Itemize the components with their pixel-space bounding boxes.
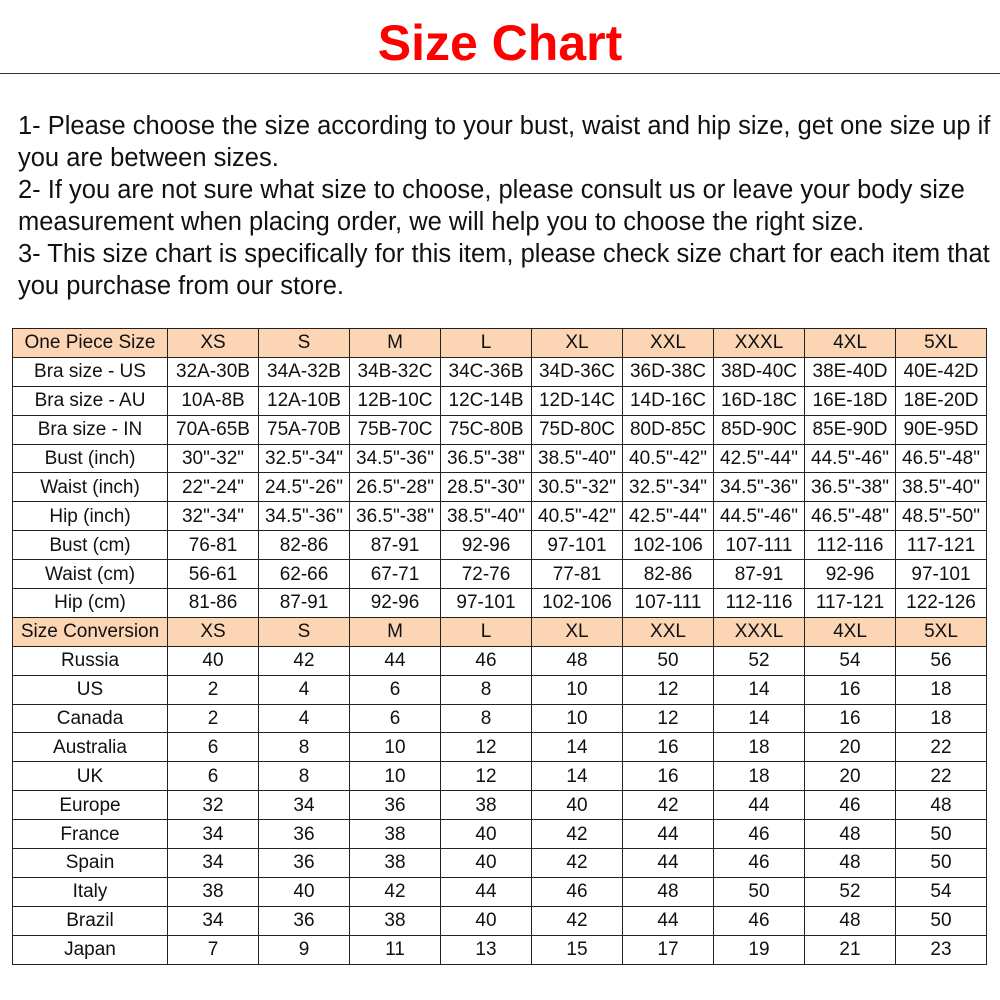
table-cell: 18 — [714, 762, 805, 791]
page-title: Size Chart — [377, 15, 623, 71]
table-cell: 36 — [350, 791, 441, 820]
table-row — [13, 560, 987, 589]
table-cell: 54 — [805, 646, 896, 675]
instruction-1: 1- Please choose the size according to your bust, waist and hip size, get one size up if you are between sizes. — [18, 112, 991, 172]
table-cell: 42.5"-44" — [714, 444, 805, 473]
table-cell: 46 — [714, 849, 805, 878]
table-cell: 50 — [623, 646, 714, 675]
table-cell: 42 — [623, 791, 714, 820]
table-cell: 75C-80B — [441, 415, 532, 444]
table-cell: 50 — [896, 849, 987, 878]
table-row — [13, 675, 987, 704]
row-label-cell: Waist (inch) — [13, 473, 168, 502]
table-cell: 40 — [259, 877, 350, 906]
table-cell: 34.5"-36" — [714, 473, 805, 502]
table-cell: 38 — [350, 820, 441, 849]
table-cell: 34 — [168, 820, 259, 849]
table-cell: 36.5"-38" — [350, 502, 441, 531]
table-cell: 107-111 — [714, 531, 805, 560]
table-cell: 87-91 — [714, 560, 805, 589]
table-cell: 42 — [259, 646, 350, 675]
table-cell: 40 — [532, 791, 623, 820]
table-header-row — [13, 329, 987, 358]
table-cell: 46.5"-48" — [896, 444, 987, 473]
table-cell: 34A-32B — [259, 357, 350, 386]
table-cell: 52 — [714, 646, 805, 675]
table-cell: 16 — [805, 704, 896, 733]
table-cell: 9 — [259, 935, 350, 964]
table-row — [13, 531, 987, 560]
table-cell: 44.5"-46" — [714, 502, 805, 531]
table-row — [13, 820, 987, 849]
table-cell: 13 — [441, 935, 532, 964]
table-cell: 10 — [532, 675, 623, 704]
table-cell: 112-116 — [805, 531, 896, 560]
table-cell: 46 — [532, 877, 623, 906]
table-cell: 122-126 — [896, 589, 987, 618]
table-cell: 82-86 — [259, 531, 350, 560]
table-cell: 2 — [168, 675, 259, 704]
table-cell: 97-101 — [896, 560, 987, 589]
table-cell: 32 — [168, 791, 259, 820]
table-row — [13, 704, 987, 733]
table-cell: 40.5"-42" — [532, 502, 623, 531]
table-cell: 8 — [441, 675, 532, 704]
table-cell: 30.5"-32" — [532, 473, 623, 502]
table-cell: 6 — [350, 675, 441, 704]
table-cell: 46 — [441, 646, 532, 675]
size-chart-body — [13, 329, 987, 965]
size-header-cell: XXXL — [714, 617, 805, 646]
table-cell: 87-91 — [350, 531, 441, 560]
table-cell: 21 — [805, 935, 896, 964]
table-cell: 92-96 — [805, 560, 896, 589]
table-row — [13, 502, 987, 531]
table-cell: 34.5"-36" — [259, 502, 350, 531]
row-label-cell: Hip (inch) — [13, 502, 168, 531]
table-cell: 44 — [623, 849, 714, 878]
table-cell: 10 — [350, 762, 441, 791]
size-header-cell: XXXL — [714, 329, 805, 358]
table-cell: 38.5"-40" — [532, 444, 623, 473]
table-cell: 40 — [441, 849, 532, 878]
size-header-cell: S — [259, 617, 350, 646]
row-label-cell: Russia — [13, 646, 168, 675]
table-cell: 34 — [259, 791, 350, 820]
row-label-cell: Hip (cm) — [13, 589, 168, 618]
table-cell: 38E-40D — [805, 357, 896, 386]
table-cell: 16 — [623, 733, 714, 762]
row-label-cell: Japan — [13, 935, 168, 964]
table-cell: 16 — [623, 762, 714, 791]
size-chart-table — [12, 328, 987, 965]
title-divider — [0, 73, 1000, 74]
table-cell: 24.5"-26" — [259, 473, 350, 502]
table-cell: 75D-80C — [532, 415, 623, 444]
table-cell: 22"-24" — [168, 473, 259, 502]
table-cell: 6 — [350, 704, 441, 733]
row-label-cell: Italy — [13, 877, 168, 906]
table-row — [13, 646, 987, 675]
table-row — [13, 877, 987, 906]
table-cell: 18 — [896, 704, 987, 733]
table-cell: 38 — [441, 791, 532, 820]
table-cell: 34.5"-36" — [350, 444, 441, 473]
table-row — [13, 589, 987, 618]
table-cell: 4 — [259, 704, 350, 733]
table-cell: 40 — [168, 646, 259, 675]
table-cell: 36.5"-38" — [441, 444, 532, 473]
table-cell: 18 — [714, 733, 805, 762]
table-cell: 50 — [896, 820, 987, 849]
row-label-cell: Bra size - IN — [13, 415, 168, 444]
table-cell: 38 — [350, 906, 441, 935]
table-cell: 14 — [714, 675, 805, 704]
table-cell: 42 — [532, 849, 623, 878]
table-cell: 87-91 — [259, 589, 350, 618]
table-cell: 81-86 — [168, 589, 259, 618]
table-cell: 40E-42D — [896, 357, 987, 386]
row-label-cell: Bra size - AU — [13, 386, 168, 415]
table-cell: 46.5"-48" — [805, 502, 896, 531]
table-cell: 44 — [623, 820, 714, 849]
row-label-cell: France — [13, 820, 168, 849]
table-cell: 42 — [350, 877, 441, 906]
table-cell: 56 — [896, 646, 987, 675]
table-cell: 80D-85C — [623, 415, 714, 444]
table-cell: 48 — [805, 849, 896, 878]
table-cell: 10 — [532, 704, 623, 733]
table-cell: 102-106 — [623, 531, 714, 560]
table-cell: 32.5"-34" — [259, 444, 350, 473]
table-cell: 34D-36C — [532, 357, 623, 386]
size-header-cell: XS — [168, 329, 259, 358]
row-label-cell: Australia — [13, 733, 168, 762]
table-cell: 8 — [259, 733, 350, 762]
table-cell: 92-96 — [441, 531, 532, 560]
table-cell: 44 — [350, 646, 441, 675]
table-cell: 16D-18C — [714, 386, 805, 415]
table-cell: 38 — [350, 849, 441, 878]
table-cell: 12D-14C — [532, 386, 623, 415]
table-cell: 20 — [805, 762, 896, 791]
table-cell: 14 — [714, 704, 805, 733]
table-cell: 48.5"-50" — [896, 502, 987, 531]
table-cell: 107-111 — [623, 589, 714, 618]
table-cell: 34 — [168, 849, 259, 878]
table-cell: 75B-70C — [350, 415, 441, 444]
row-label-cell: Bust (inch) — [13, 444, 168, 473]
table-cell: 26.5"-28" — [350, 473, 441, 502]
row-label-cell: Canada — [13, 704, 168, 733]
table-cell: 77-81 — [532, 560, 623, 589]
table-cell: 117-121 — [805, 589, 896, 618]
table-cell: 36.5"-38" — [805, 473, 896, 502]
table-cell: 11 — [350, 935, 441, 964]
size-header-cell: S — [259, 329, 350, 358]
table-cell: 15 — [532, 935, 623, 964]
row-label-cell: Bra size - US — [13, 357, 168, 386]
size-header-cell: M — [350, 617, 441, 646]
table-cell: 36D-38C — [623, 357, 714, 386]
instructions — [18, 110, 993, 302]
table-cell: 8 — [441, 704, 532, 733]
table-cell: 76-81 — [168, 531, 259, 560]
table-cell: 7 — [168, 935, 259, 964]
table-row — [13, 762, 987, 791]
table-cell: 4 — [259, 675, 350, 704]
table-header-row — [13, 617, 987, 646]
table-cell: 82-86 — [623, 560, 714, 589]
table-cell: 22 — [896, 733, 987, 762]
size-header-cell: L — [441, 617, 532, 646]
table-cell: 22 — [896, 762, 987, 791]
table-cell: 46 — [714, 906, 805, 935]
table-cell: 44 — [714, 791, 805, 820]
table-cell: 42.5"-44" — [623, 502, 714, 531]
table-cell: 85D-90C — [714, 415, 805, 444]
table-cell: 19 — [714, 935, 805, 964]
table-cell: 36 — [259, 906, 350, 935]
row-label-cell: Waist (cm) — [13, 560, 168, 589]
instruction-3: 3- This size chart is specifically for this item, please check size chart for each item that you purchase from our store. — [18, 240, 990, 300]
instruction-2: 2- If you are not sure what size to choose, please consult us or leave your body size measurement when placing order, we will help you to choose the right size. — [18, 176, 965, 236]
size-header-cell: XXL — [623, 617, 714, 646]
table-cell: 36 — [259, 849, 350, 878]
table-row — [13, 791, 987, 820]
header-label-cell: One Piece Size — [13, 329, 168, 358]
table-cell: 18 — [896, 675, 987, 704]
table-cell: 38 — [168, 877, 259, 906]
table-cell: 8 — [259, 762, 350, 791]
table-cell: 44.5"-46" — [805, 444, 896, 473]
table-row — [13, 733, 987, 762]
table-cell: 40 — [441, 906, 532, 935]
table-cell: 48 — [896, 791, 987, 820]
table-cell: 2 — [168, 704, 259, 733]
table-cell: 40 — [441, 820, 532, 849]
table-cell: 117-121 — [896, 531, 987, 560]
row-label-cell: Bust (cm) — [13, 531, 168, 560]
table-cell: 6 — [168, 762, 259, 791]
table-cell: 32.5"-34" — [623, 473, 714, 502]
table-cell: 12 — [441, 762, 532, 791]
table-cell: 54 — [896, 877, 987, 906]
table-cell: 10A-8B — [168, 386, 259, 415]
table-cell: 12 — [441, 733, 532, 762]
table-row — [13, 415, 987, 444]
table-cell: 40.5"-42" — [623, 444, 714, 473]
table-cell: 92-96 — [350, 589, 441, 618]
table-cell: 14D-16C — [623, 386, 714, 415]
table-cell: 32A-30B — [168, 357, 259, 386]
table-cell: 16 — [805, 675, 896, 704]
row-label-cell: US — [13, 675, 168, 704]
table-row — [13, 473, 987, 502]
table-cell: 12 — [623, 675, 714, 704]
table-cell: 48 — [532, 646, 623, 675]
table-cell: 10 — [350, 733, 441, 762]
row-label-cell: Brazil — [13, 906, 168, 935]
table-cell: 70A-65B — [168, 415, 259, 444]
row-label-cell: Europe — [13, 791, 168, 820]
table-cell: 48 — [623, 877, 714, 906]
size-header-cell: L — [441, 329, 532, 358]
table-cell: 30"-32" — [168, 444, 259, 473]
table-cell: 14 — [532, 762, 623, 791]
table-cell: 44 — [623, 906, 714, 935]
table-cell: 75A-70B — [259, 415, 350, 444]
size-header-cell: 4XL — [805, 617, 896, 646]
size-header-cell: 5XL — [896, 329, 987, 358]
table-row — [13, 357, 987, 386]
table-cell: 112-116 — [714, 589, 805, 618]
table-cell: 50 — [714, 877, 805, 906]
table-cell: 28.5"-30" — [441, 473, 532, 502]
table-cell: 90E-95D — [896, 415, 987, 444]
table-cell: 38D-40C — [714, 357, 805, 386]
table-cell: 72-76 — [441, 560, 532, 589]
row-label-cell: UK — [13, 762, 168, 791]
table-cell: 12C-14B — [441, 386, 532, 415]
table-row — [13, 935, 987, 964]
table-cell: 17 — [623, 935, 714, 964]
table-row — [13, 444, 987, 473]
table-cell: 52 — [805, 877, 896, 906]
table-cell: 34C-36B — [441, 357, 532, 386]
table-cell: 36 — [259, 820, 350, 849]
table-cell: 34 — [168, 906, 259, 935]
table-cell: 85E-90D — [805, 415, 896, 444]
row-label-cell: Spain — [13, 849, 168, 878]
table-cell: 6 — [168, 733, 259, 762]
table-cell: 50 — [896, 906, 987, 935]
table-cell: 34B-32C — [350, 357, 441, 386]
table-cell: 23 — [896, 935, 987, 964]
size-header-cell: 4XL — [805, 329, 896, 358]
table-row — [13, 386, 987, 415]
table-cell: 42 — [532, 906, 623, 935]
table-cell: 97-101 — [532, 531, 623, 560]
size-header-cell: XL — [532, 617, 623, 646]
table-cell: 97-101 — [441, 589, 532, 618]
table-cell: 42 — [532, 820, 623, 849]
size-header-cell: XS — [168, 617, 259, 646]
table-cell: 44 — [441, 877, 532, 906]
table-cell: 14 — [532, 733, 623, 762]
table-cell: 16E-18D — [805, 386, 896, 415]
table-cell: 46 — [714, 820, 805, 849]
table-row — [13, 906, 987, 935]
table-cell: 32"-34" — [168, 502, 259, 531]
size-header-cell: XXL — [623, 329, 714, 358]
table-cell: 18E-20D — [896, 386, 987, 415]
size-header-cell: XL — [532, 329, 623, 358]
table-cell: 12A-10B — [259, 386, 350, 415]
size-header-cell: 5XL — [896, 617, 987, 646]
table-cell: 12B-10C — [350, 386, 441, 415]
table-cell: 102-106 — [532, 589, 623, 618]
table-row — [13, 849, 987, 878]
table-cell: 67-71 — [350, 560, 441, 589]
table-cell: 56-61 — [168, 560, 259, 589]
table-cell: 62-66 — [259, 560, 350, 589]
header-label-cell: Size Conversion — [13, 617, 168, 646]
table-cell: 38.5"-40" — [896, 473, 987, 502]
size-header-cell: M — [350, 329, 441, 358]
table-cell: 38.5"-40" — [441, 502, 532, 531]
table-cell: 46 — [805, 791, 896, 820]
table-cell: 12 — [623, 704, 714, 733]
table-cell: 48 — [805, 906, 896, 935]
table-cell: 20 — [805, 733, 896, 762]
table-cell: 48 — [805, 820, 896, 849]
